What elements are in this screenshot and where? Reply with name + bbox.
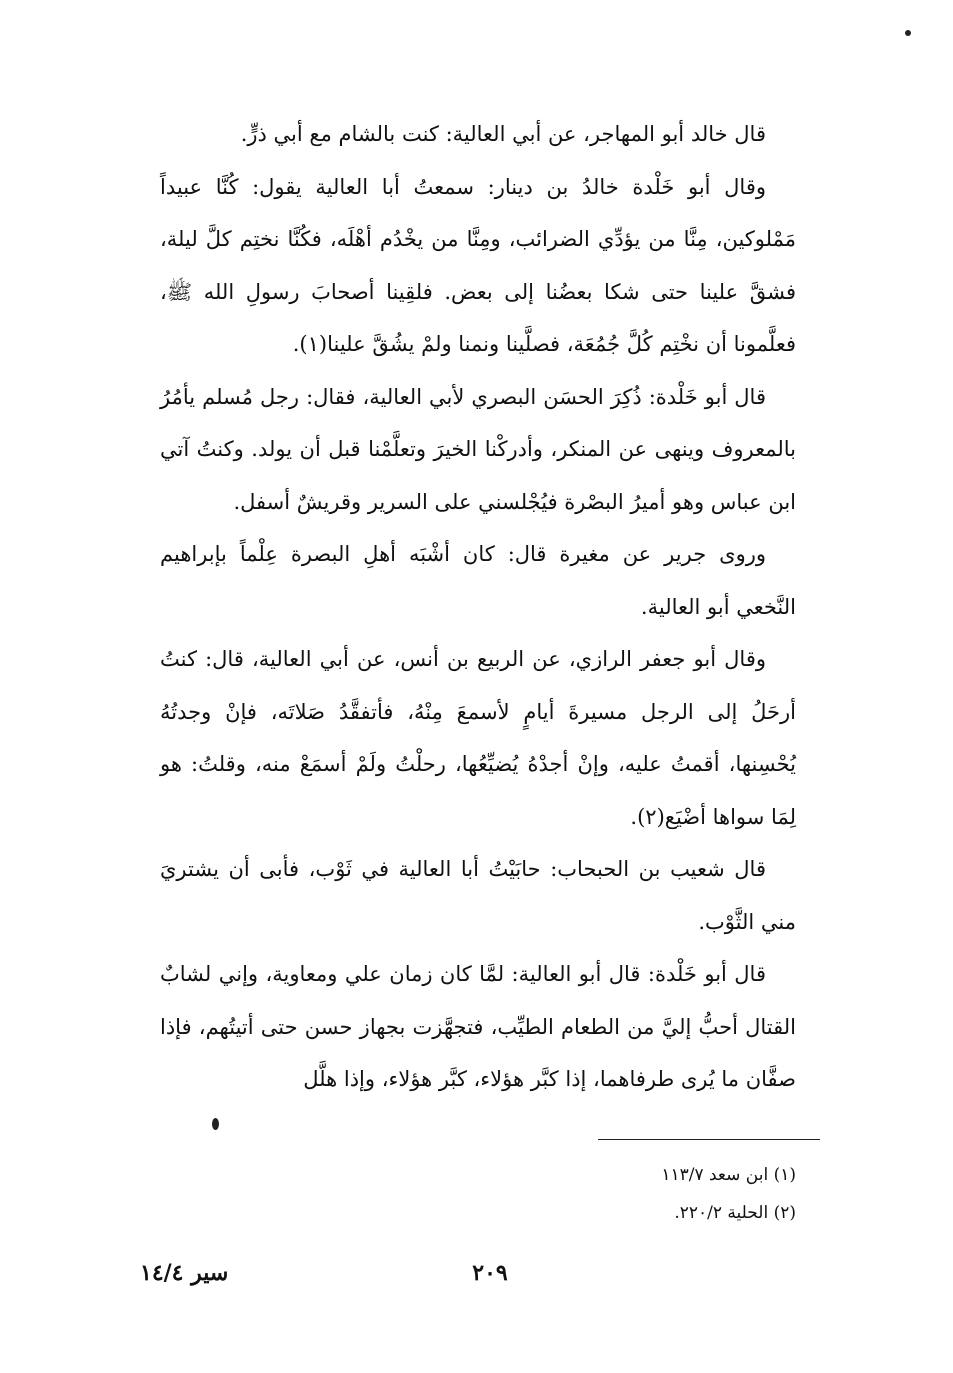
main-text [160,108,796,1106]
scan-speck [905,30,911,36]
footnotes [560,1156,796,1232]
footnote-divider [598,1139,820,1140]
paragraph: وقال أبو خَلْدة خالدُ بن دينار: سمعتُ أبا العالية يقول: كُنَّا عبيداً مَمْلوكين، مِنَّا من يؤدِّي الضرائب، ومِنَّا من يخْدُم أهْلَه، فكُنَّا نختِم كلَّ ليلة، فشقَّ علينا حتى شكا بعضُنا إلى بعض. فلقِينا أصحابَ رسولِ الله ﷺ، فعلَّمونا أن نخْتِم كُلَّ جُمُعَة، فصلَّينا ونمنا ولمْ يشُقَّ علينا(١). [160,174,796,356]
paragraph: وروى جرير عن مغيرة قال: كان أشْبَه أهلِ البصرة عِلْماً بإبراهيم النَّخعي أبو العالية. [160,542,796,619]
book-signature: سير ١٤/٤ [140,1260,229,1286]
footnote: (٢) الحلية ٢٢٠/٢. [674,1203,796,1223]
footnote: (١) ابن سعد ١١٣/٧ [661,1165,796,1185]
paragraph: قال خالد أبو المهاجر، عن أبي العالية: كنت بالشام مع أبي ذرٍّ. [240,122,766,146]
scan-speck [212,1118,219,1130]
paragraph: قال أبو خَلْدة: قال أبو العالية: لمَّا كان زمان علي ومعاوية، وإني لشابٌ القتال أحبُّ إليَّ من الطعام الطيِّب، فتجهَّزت بجهاز حسن حتى أتيتُهم، فإذا صفَّان ما يُرى طرفاهما، إذا كبَّر هؤلاء، كبَّر هؤلاء، وإذا هلَّل [160,962,796,1091]
page-number: ٢٠٩ [472,1260,508,1286]
paragraph: قال شعيب بن الحبحاب: حابَيْتُ أبا العالية في ثَوْب، فأبى أن يشتريَ مني الثَّوْب. [160,857,796,934]
paragraph: وقال أبو جعفر الرازي، عن الربيع بن أنس، عن أبي العالية، قال: كنتُ أرحَلُ إلى الرجل مسيرةَ أيامٍ لأسمعَ مِنْهُ، فأتفقَّدُ صَلاتَه، فإنْ وجدتُهُ يُحْسِنها، أقمتُ عليه، وإنْ أجدْهُ يُضيِّعُها، رحلْتُ ولَمْ أسمَعْ منه، وقلتُ: هو لِمَا سواها أضْيَع(٢). [160,647,796,829]
paragraph: قال أبو خَلْدة: ذُكِرَ الحسَن البصري لأبي العالية، فقال: رجل مُسلم يأمُرُ بالمعروف وينهى عن المنكر، وأدركْنا الخيرَ وتعلَّمْنا قبل أن يولد. وكنتُ آتي ابن عباس وهو أميرُ البصْرة فيُجْلسني على السرير وقريشٌ أسفل. [160,384,796,514]
